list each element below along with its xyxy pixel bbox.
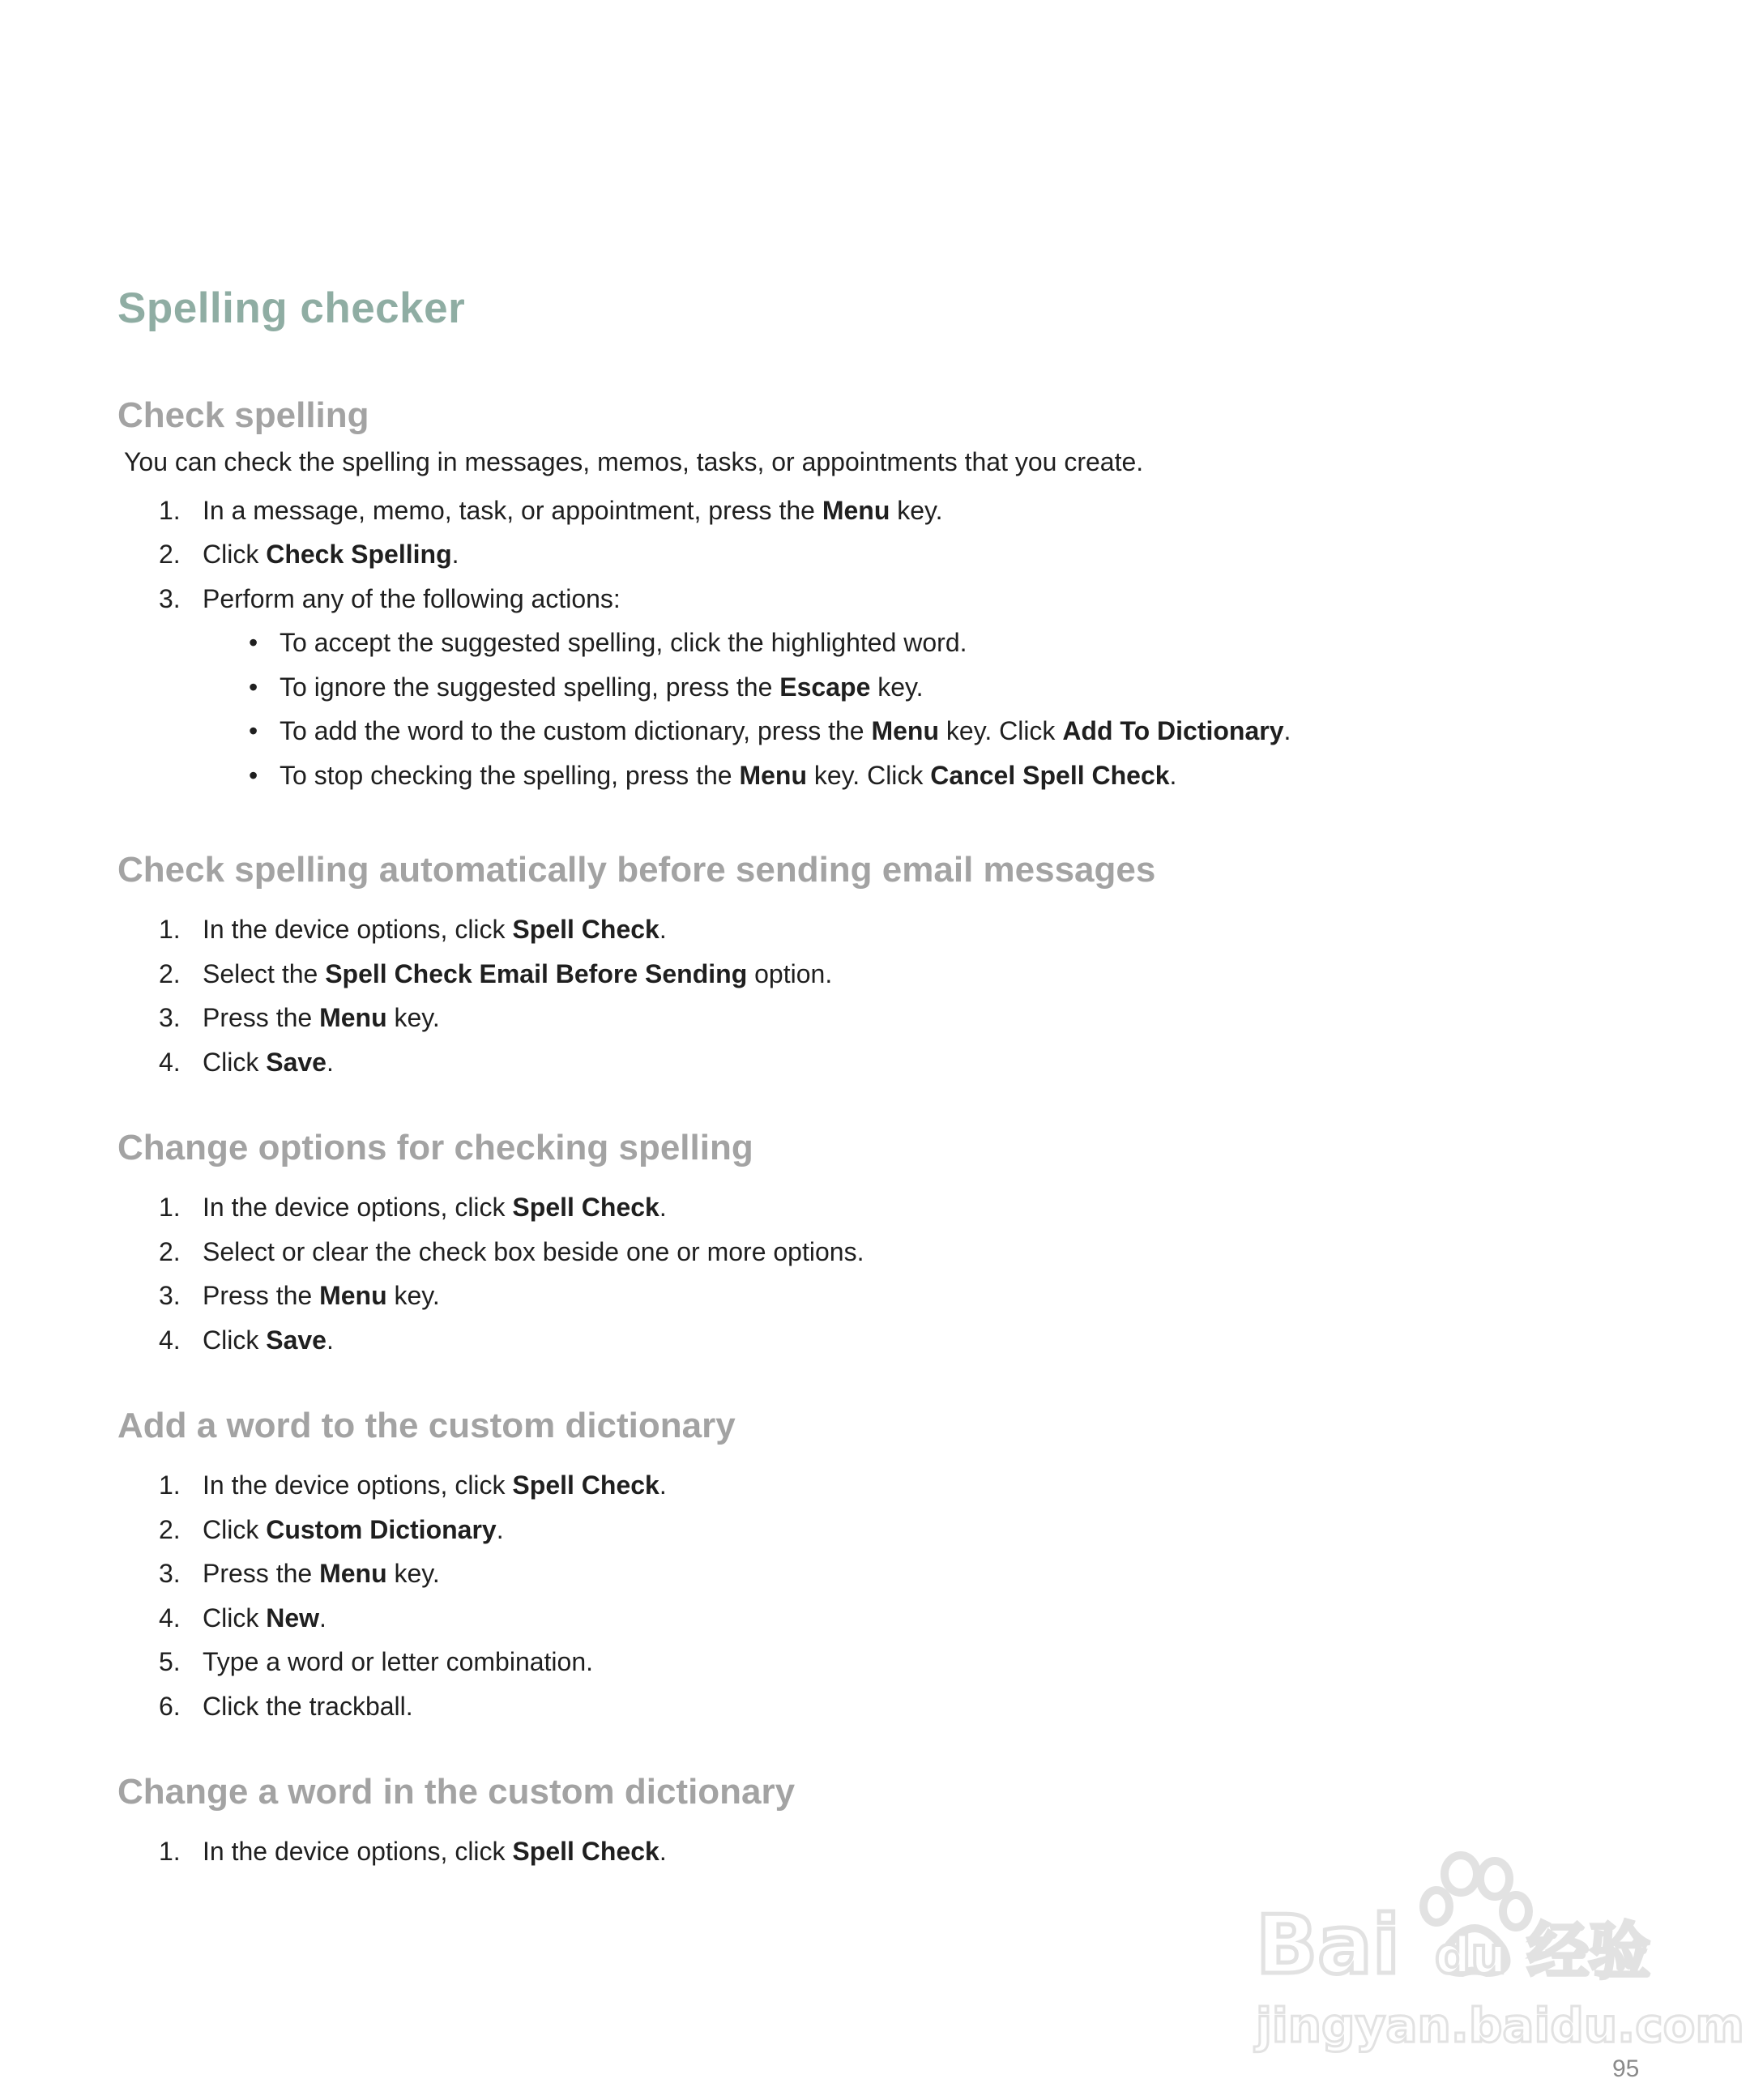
step-bold: Spell Check xyxy=(512,1193,659,1222)
list-item xyxy=(159,1513,504,1546)
bullet-text-mid: key. Click xyxy=(939,716,1063,745)
step-bold: Menu xyxy=(319,1281,387,1310)
bullet-dot: • xyxy=(249,628,258,657)
step-text-tail: . xyxy=(326,1325,334,1355)
list-item xyxy=(159,958,832,990)
list-item xyxy=(159,1279,440,1312)
step-number: 3. xyxy=(159,584,181,613)
step-text: Click xyxy=(203,1325,267,1355)
section-heading-change-word: Change a word in the custom dictionary xyxy=(117,1772,796,1812)
bullet-text: To accept the suggested spelling, click the highlighted word. xyxy=(280,628,967,657)
step-bold: Menu xyxy=(319,1559,387,1588)
step-text-tail: . xyxy=(659,1837,667,1866)
step-number: 3. xyxy=(159,1003,181,1032)
step-bold: New xyxy=(266,1603,320,1633)
page-title: Spelling checker xyxy=(117,284,466,332)
step-text: In the device options, click xyxy=(203,1470,513,1500)
section-intro: You can check the spelling in messages, memos, tasks, or appointments that you create. xyxy=(124,447,1144,476)
step-number: 4. xyxy=(159,1325,181,1355)
step-text-tail: . xyxy=(326,1048,334,1077)
step-text-tail: key. xyxy=(386,1559,440,1588)
step-text: Type a word or letter combination. xyxy=(203,1647,594,1676)
step-number: 1. xyxy=(159,915,181,944)
step-bold: Spell Check xyxy=(512,1470,659,1500)
step-text: Press the xyxy=(203,1003,320,1032)
bullet-dot: • xyxy=(249,716,258,745)
step-number: 5. xyxy=(159,1647,181,1676)
step-text: In a message, memo, task, or appointment, press the xyxy=(203,496,822,525)
section-heading-add-word: Add a word to the custom dictionary xyxy=(117,1406,736,1445)
bullet-item xyxy=(249,671,924,703)
step-text-tail: . xyxy=(319,1603,327,1633)
step-text: Click xyxy=(203,1515,267,1544)
step-text: Select the xyxy=(203,959,326,988)
step-number: 1. xyxy=(159,496,181,525)
step-text-tail: . xyxy=(659,1193,667,1222)
bullet-bold-2: Cancel Spell Check xyxy=(930,761,1170,790)
step-text: Select or clear the check box beside one or more options. xyxy=(203,1237,864,1266)
step-bold: Save xyxy=(266,1325,327,1355)
list-item xyxy=(159,1557,440,1590)
step-text: Click the trackball. xyxy=(203,1692,413,1721)
watermark-brand-right: du xyxy=(1435,1926,1507,1985)
step-number: 2. xyxy=(159,1237,181,1266)
step-number: 3. xyxy=(159,1281,181,1310)
bullet-text-tail: . xyxy=(1283,716,1291,745)
list-item xyxy=(159,1469,667,1501)
watermark-brand-cn: 经验 xyxy=(1527,1915,1650,1987)
step-text-tail: key. xyxy=(890,496,943,525)
bullet-text: To add the word to the custom dictionary, press the xyxy=(280,716,872,745)
step-text: In the device options, click xyxy=(203,1837,513,1866)
step-bold: Save xyxy=(266,1048,327,1077)
step-text: Perform any of the following actions: xyxy=(203,584,621,613)
step-bold: Menu xyxy=(319,1003,387,1032)
step-text-tail: . xyxy=(659,1470,667,1500)
page-number: 95 xyxy=(1612,2055,1640,2082)
step-bold: Spell Check xyxy=(512,915,659,944)
list-item xyxy=(159,1236,864,1268)
step-number: 4. xyxy=(159,1603,181,1633)
step-number: 6. xyxy=(159,1692,181,1721)
bullet-bold-2: Add To Dictionary xyxy=(1062,716,1284,745)
list-item xyxy=(159,1645,593,1678)
step-text: Press the xyxy=(203,1281,320,1310)
step-number: 2. xyxy=(159,540,181,569)
step-text-tail: . xyxy=(659,915,667,944)
list-item xyxy=(159,913,667,945)
bullet-text-mid: key. Click xyxy=(806,761,931,790)
list-item xyxy=(159,1324,334,1356)
bullet-bold: Escape xyxy=(779,672,871,702)
step-bold: Spell Check Email Before Sending xyxy=(325,959,748,988)
step-text-tail: option. xyxy=(747,959,833,988)
step-bold: Menu xyxy=(822,496,890,525)
list-item xyxy=(159,1835,667,1867)
bullet-item xyxy=(249,715,1291,747)
step-number: 1. xyxy=(159,1837,181,1866)
bullet-text: To ignore the suggested spelling, press the xyxy=(280,672,780,702)
step-bold: Custom Dictionary xyxy=(266,1515,497,1544)
list-item xyxy=(159,1046,334,1078)
bullet-text-tail: . xyxy=(1169,761,1177,790)
bullet-item xyxy=(249,626,967,659)
step-bold: Check Spelling xyxy=(266,540,452,569)
baidu-watermark-logo xyxy=(1252,1851,1744,2062)
step-text: Click xyxy=(203,1048,267,1077)
step-number: 1. xyxy=(159,1193,181,1222)
list-item xyxy=(159,1602,327,1634)
bullet-dot: • xyxy=(249,761,258,790)
step-text-tail: . xyxy=(496,1515,504,1544)
section-heading-check-spelling-automatically: Check spelling automatically before sending email messages xyxy=(117,850,1156,890)
watermark-brand-left: Bai xyxy=(1256,1897,1400,1992)
step-text: Click xyxy=(203,540,267,569)
step-text: Click xyxy=(203,1603,267,1633)
step-number: 1. xyxy=(159,1470,181,1500)
step-text-tail: key. xyxy=(386,1281,440,1310)
step-number: 2. xyxy=(159,1515,181,1544)
section-heading-check-spelling: Check spelling xyxy=(117,395,369,435)
watermark-url: jingyan.baidu.com xyxy=(1256,1998,1744,2053)
list-item xyxy=(159,1191,667,1223)
list-item xyxy=(159,1690,413,1722)
list-item xyxy=(159,583,621,615)
bullet-bold: Menu xyxy=(871,716,939,745)
step-number: 2. xyxy=(159,959,181,988)
step-number: 4. xyxy=(159,1048,181,1077)
bullet-text-mid: key. xyxy=(870,672,924,702)
bullet-text: To stop checking the spelling, press the xyxy=(280,761,740,790)
list-item xyxy=(159,494,943,527)
list-item xyxy=(159,1001,440,1034)
section-heading-change-options: Change options for checking spelling xyxy=(117,1128,753,1167)
step-text: In the device options, click xyxy=(203,915,513,944)
step-text: In the device options, click xyxy=(203,1193,513,1222)
step-bold: Spell Check xyxy=(512,1837,659,1866)
step-text-tail: . xyxy=(451,540,459,569)
bullet-bold: Menu xyxy=(739,761,807,790)
list-item xyxy=(159,538,459,570)
step-number: 3. xyxy=(159,1559,181,1588)
step-text: Press the xyxy=(203,1559,320,1588)
bullet-item xyxy=(249,759,1176,792)
bullet-dot: • xyxy=(249,672,258,702)
step-text-tail: key. xyxy=(386,1003,440,1032)
